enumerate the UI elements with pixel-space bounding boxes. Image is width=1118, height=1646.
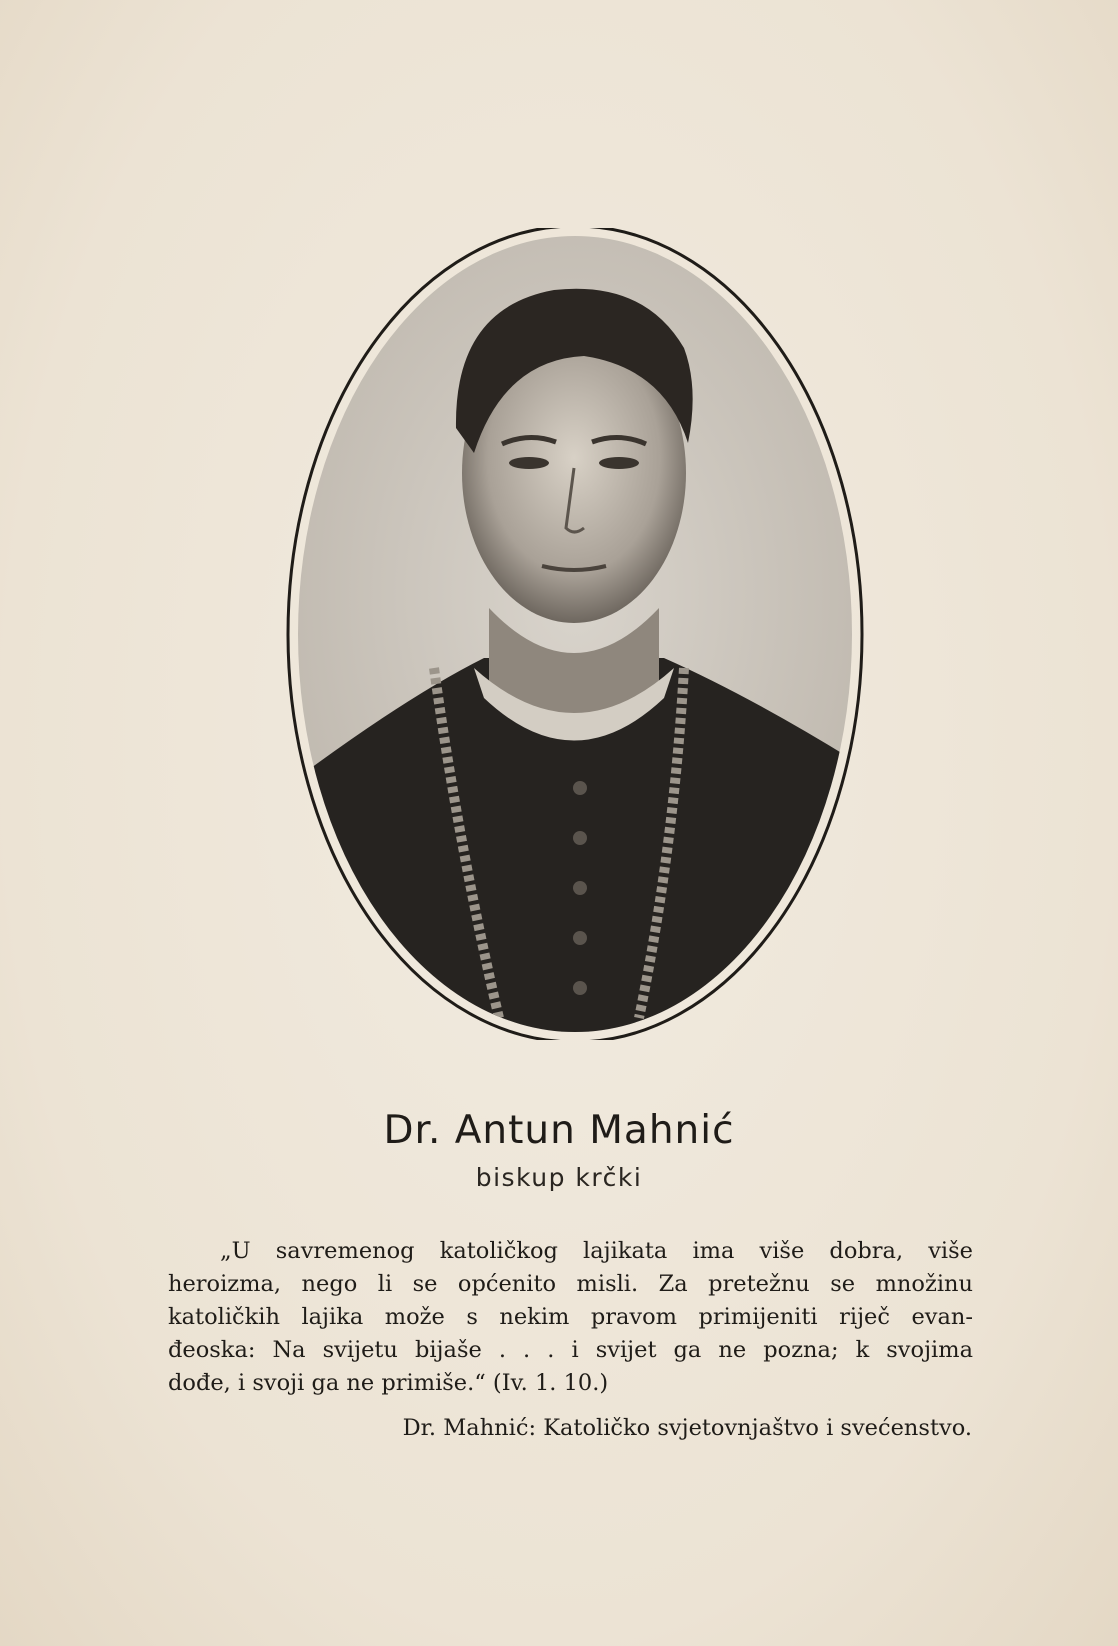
quote-line: katoličkih lajika može s nekim pravom primijeniti riječ evan- [168, 1304, 973, 1330]
quote-line: heroizma, nego li se općenito misli. Za pretežnu se množinu [168, 1271, 973, 1297]
quote-line: đeoska: Na svijetu bijaše . . . i svijet ga ne pozna; k svojima [168, 1337, 973, 1363]
quote-line: dođe, i svoji ga ne primiše.“ (Iv. 1. 10.) [168, 1370, 609, 1396]
quote-source: Dr. Mahnić: Katoličko svjetovnjaštvo i svećenstvo. [402, 1415, 972, 1441]
person-title: biskup krčki [475, 1163, 643, 1192]
person-name: Dr. Antun Mahnić [383, 1108, 735, 1153]
quote-line: „U savremenog katoličkog lajikata ima više dobra, više [220, 1238, 973, 1264]
quote-block [168, 1235, 973, 1400]
portrait-photo [284, 228, 866, 1040]
